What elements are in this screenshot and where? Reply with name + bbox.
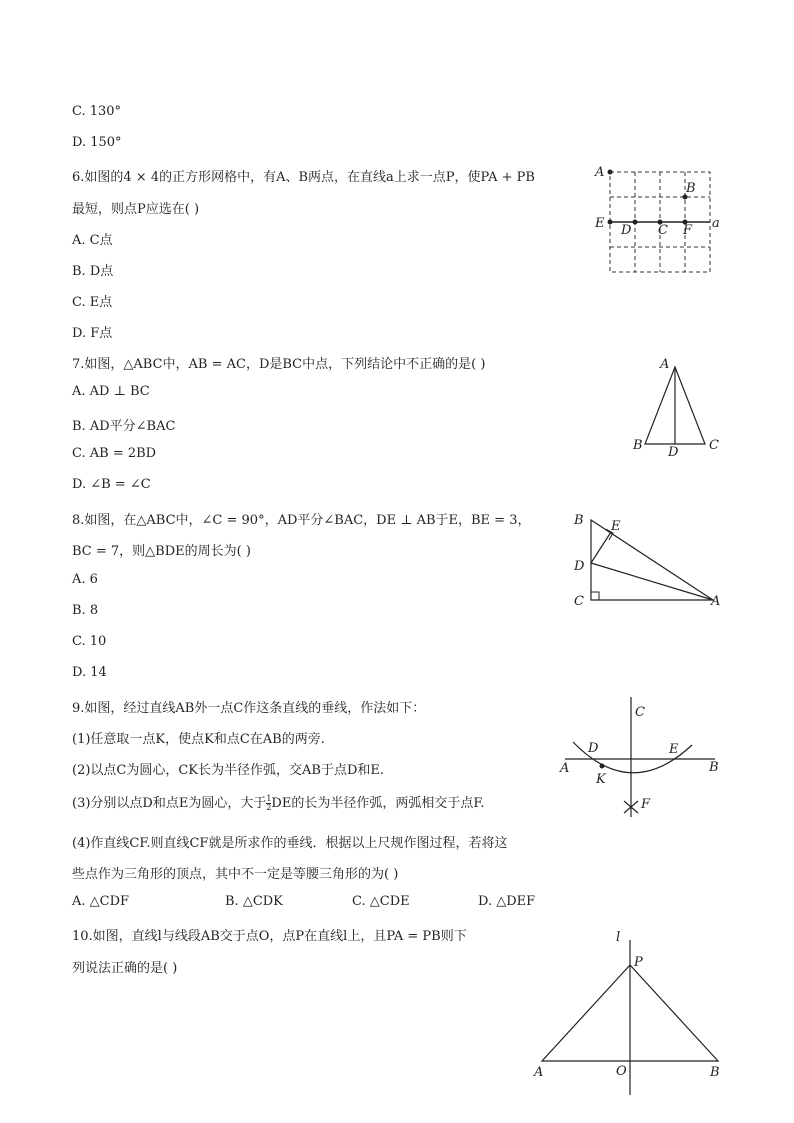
q8-label-b: B xyxy=(574,513,584,528)
q8-option-c: C. 10 xyxy=(72,634,107,649)
q10-label-p: P xyxy=(634,955,643,970)
q7-label-d: D xyxy=(668,445,679,460)
q9-fraction-den: 2 xyxy=(266,803,272,812)
q8-label-e: E xyxy=(611,519,621,534)
q6-stem-line1: 6.如图的4 × 4的正方形网格中，有A、B两点，在直线a上求一点P，使PA + PB xyxy=(72,170,535,185)
q7-isosceles-triangle-figure xyxy=(625,352,725,462)
q9-option-b: B. △CDK xyxy=(225,894,283,909)
q8-label-c: C xyxy=(574,594,584,609)
q8-stem-line2: BC = 7，则△BDE的周长为( ) xyxy=(72,544,251,559)
q5-option-d: D. 150° xyxy=(72,135,122,150)
q9-step-3 xyxy=(72,792,484,812)
q6-option-c: C. E点 xyxy=(72,295,113,310)
q9-option-d: D. △DEF xyxy=(478,894,536,909)
q10-stem-line2: 列说法正确的是( ) xyxy=(72,961,178,976)
q5-option-c: C. 130° xyxy=(72,104,122,119)
q6-point-e xyxy=(608,220,613,225)
q9-step-1: (1)任意取一点K，使点K和点C在AB的两旁. xyxy=(72,732,325,747)
q7-label-c: C xyxy=(709,438,719,453)
q8-option-b: B. 8 xyxy=(72,603,99,618)
q7-option-c: C. AB = 2BD xyxy=(72,446,157,461)
q10-stem-line1: 10.如图，直线l与线段AB交于点O，点P在直线l上，且PA = PB则下 xyxy=(72,929,467,944)
q9-step-4: (4)作直线CF.则直线CF就是所求作的垂线．根据以上尺规作图过程，若将这 xyxy=(72,836,508,851)
q8-option-d: D. 14 xyxy=(72,665,107,680)
q10-label-b: B xyxy=(710,1065,720,1080)
q6-label-a: A xyxy=(595,165,605,180)
q9-step-3-part2: DE的长为半径作弧，两弧相交于点F. xyxy=(271,796,485,811)
q6-grid-figure xyxy=(590,160,730,280)
q9-label-b: B xyxy=(709,760,719,775)
q6-label-b: B xyxy=(686,181,696,196)
q7-option-d: D. ∠B = ∠C xyxy=(72,477,151,492)
q6-point-a xyxy=(608,170,613,175)
q7-label-b: B xyxy=(633,438,643,453)
q9-construction-figure xyxy=(555,692,730,822)
q6-option-a: A. C点 xyxy=(72,233,113,248)
q6-option-b: B. D点 xyxy=(72,264,114,279)
q7-option-a: A. AD ⊥ BC xyxy=(72,384,150,399)
q8-option-a: A. 6 xyxy=(72,572,98,587)
q8-label-a: A xyxy=(711,594,721,609)
q6-point-d xyxy=(633,220,638,225)
q10-label-a: A xyxy=(534,1065,544,1080)
q9-step-2: (2)以点C为圆心，CK长为半径作弧，交AB于点D和E. xyxy=(72,763,385,778)
q9-label-e: E xyxy=(669,742,679,757)
q9-label-a: A xyxy=(560,761,570,776)
q9-point-k xyxy=(600,764,605,769)
q9-label-k: K xyxy=(596,772,606,787)
q7-option-b: B. AD平分∠BAC xyxy=(72,419,176,434)
q6-label-c: C xyxy=(658,223,668,238)
q6-label-f: F xyxy=(683,223,693,238)
q7-label-a: A xyxy=(660,357,670,372)
q8-right-triangle-figure xyxy=(565,505,730,615)
q10-figure xyxy=(525,925,730,1100)
q6-option-d: D. F点 xyxy=(72,326,113,341)
q7-stem-line1: 7.如图，△ABC中，AB = AC，D是BC中点，下列结论中不正确的是( ) xyxy=(72,357,486,372)
q6-stem-line2: 最短，则点P应选在( ) xyxy=(72,202,200,217)
q10-label-o: O xyxy=(616,1064,627,1079)
q9-option-c: C. △CDE xyxy=(352,894,410,909)
q9-step-5: 些点作为三角形的顶点，其中不一定是等腰三角形的为( ) xyxy=(72,867,399,882)
q9-label-d: D xyxy=(588,741,599,756)
q9-stem-line1: 9.如图，经过直线AB外一点C作这条直线的垂线，作法如下： xyxy=(72,701,426,716)
q9-option-a: A. △CDF xyxy=(72,894,130,909)
q10-label-l: l xyxy=(616,930,621,945)
q9-label-c: C xyxy=(635,705,645,720)
q9-label-f: F xyxy=(641,797,651,812)
q8-label-d: D xyxy=(574,559,585,574)
q9-step-3-part1: (3)分别以点D和点E为圆心，大于 xyxy=(72,796,267,811)
q6-label-line-a: a xyxy=(712,216,720,231)
q8-stem-line1: 8.如图，在△ABC中，∠C = 90°，AD平分∠BAC，DE ⊥ AB于E，BE = 3， xyxy=(72,513,531,528)
q9-fraction-num: 1 xyxy=(266,794,272,803)
q6-label-e: E xyxy=(595,216,605,231)
q6-label-d: D xyxy=(621,223,632,238)
